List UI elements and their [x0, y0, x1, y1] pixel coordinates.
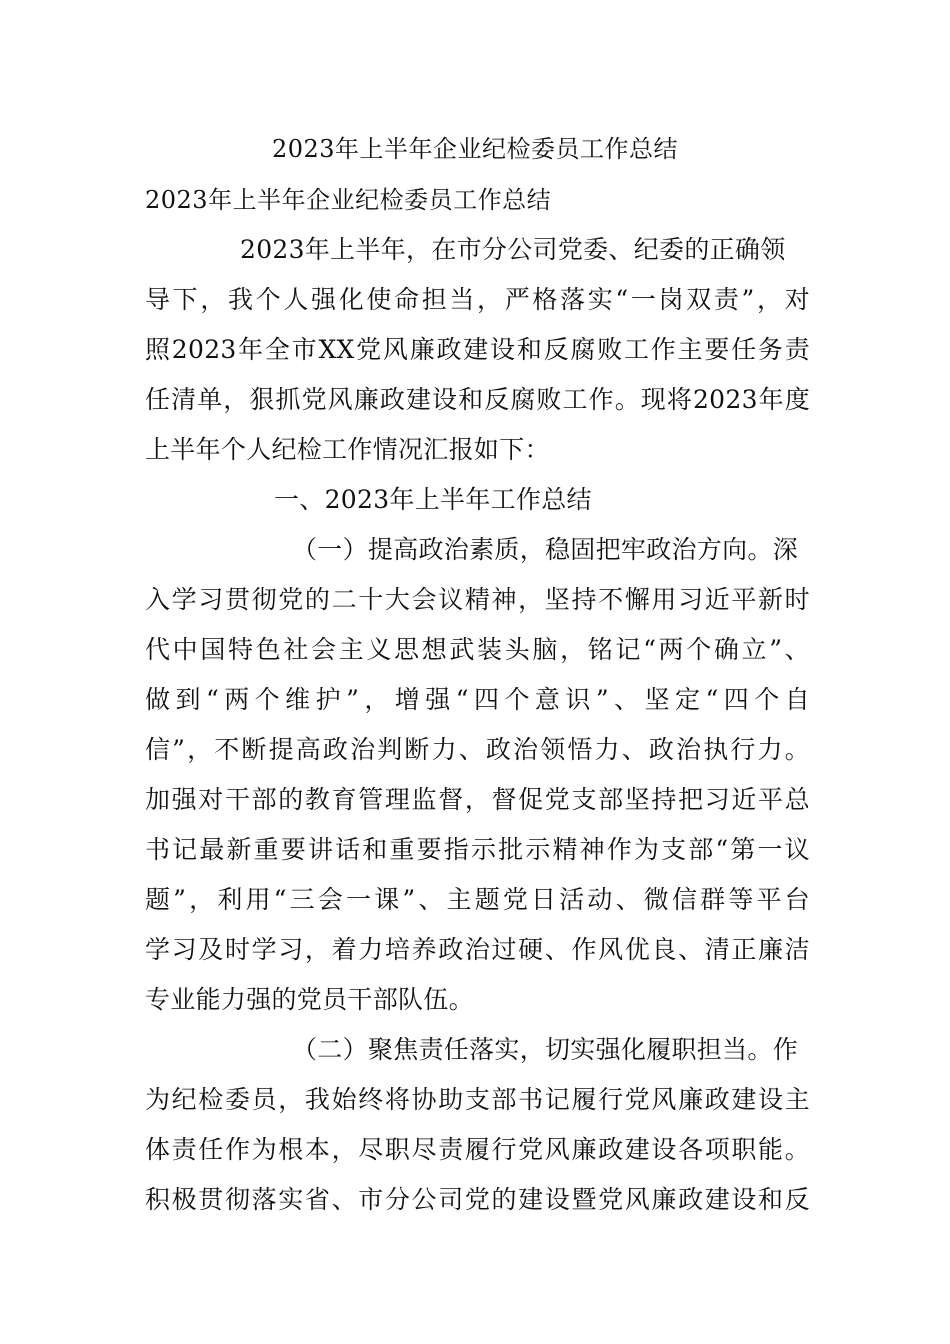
text-line: 上半年个人纪检工作情况汇报如下：	[145, 435, 550, 464]
subsection-heading: （一）提高政治素质，稳固把牢政治方向。深	[292, 535, 799, 564]
text-line: 导下，我个人强化使命担当，严格落实“一岗双责”，对	[145, 285, 810, 314]
text-line: 专业能力强的党员干部队伍。	[145, 985, 474, 1014]
text-line: 代中国特色社会主义思想武装头脑，铭记“两个确立”、	[145, 635, 810, 664]
text-line: 信”，不断提高政治判断力、政治领悟力、政治执行力。	[145, 735, 810, 764]
text-line: 照2023年全市XX党风廉政建设和反腐败工作主要任务责	[145, 335, 810, 364]
text-line: 2023年上半年，在市分公司党委、纪委的正确领	[240, 235, 786, 264]
document-title: 2023年上半年企业纪检委员工作总结	[271, 135, 679, 163]
document-subtitle: 2023年上半年企业纪检委员工作总结	[145, 186, 552, 214]
text-line: 任清单，狠抓党风廉政建设和反腐败工作。现将2023年度	[145, 385, 810, 414]
text-line: 题”，利用“三会一课”、主题党日活动、微信群等平台	[145, 885, 810, 914]
text-line: 书记最新重要讲话和重要指示批示精神作为支部“第一议	[145, 835, 810, 864]
text-line: 做到“两个维护”，增强“四个意识”、坚定“四个自	[145, 685, 810, 714]
text-line: 体责任作为根本，尽职尽责履行党风廉政建设各项职能。	[145, 1135, 810, 1164]
text-line: 为纪检委员，我始终将协助支部书记履行党风廉政建设主	[145, 1085, 810, 1114]
text-line: 学习及时学习，着力培养政治过硬、作风优良、清正廉洁	[145, 935, 810, 964]
subsection-heading: （二）聚焦责任落实，切实强化履职担当。作	[292, 1035, 799, 1064]
text-line: 积极贯彻落实省、市分公司党的建设暨党风廉政建设和反	[145, 1185, 810, 1214]
text-line: 入学习贯彻党的二十大会议精神，坚持不懈用习近平新时	[145, 585, 810, 614]
section-heading: 一、2023年上半年工作总结	[274, 485, 592, 514]
text-line: 加强对干部的教育管理监督，督促党支部坚持把习近平总	[145, 785, 810, 814]
